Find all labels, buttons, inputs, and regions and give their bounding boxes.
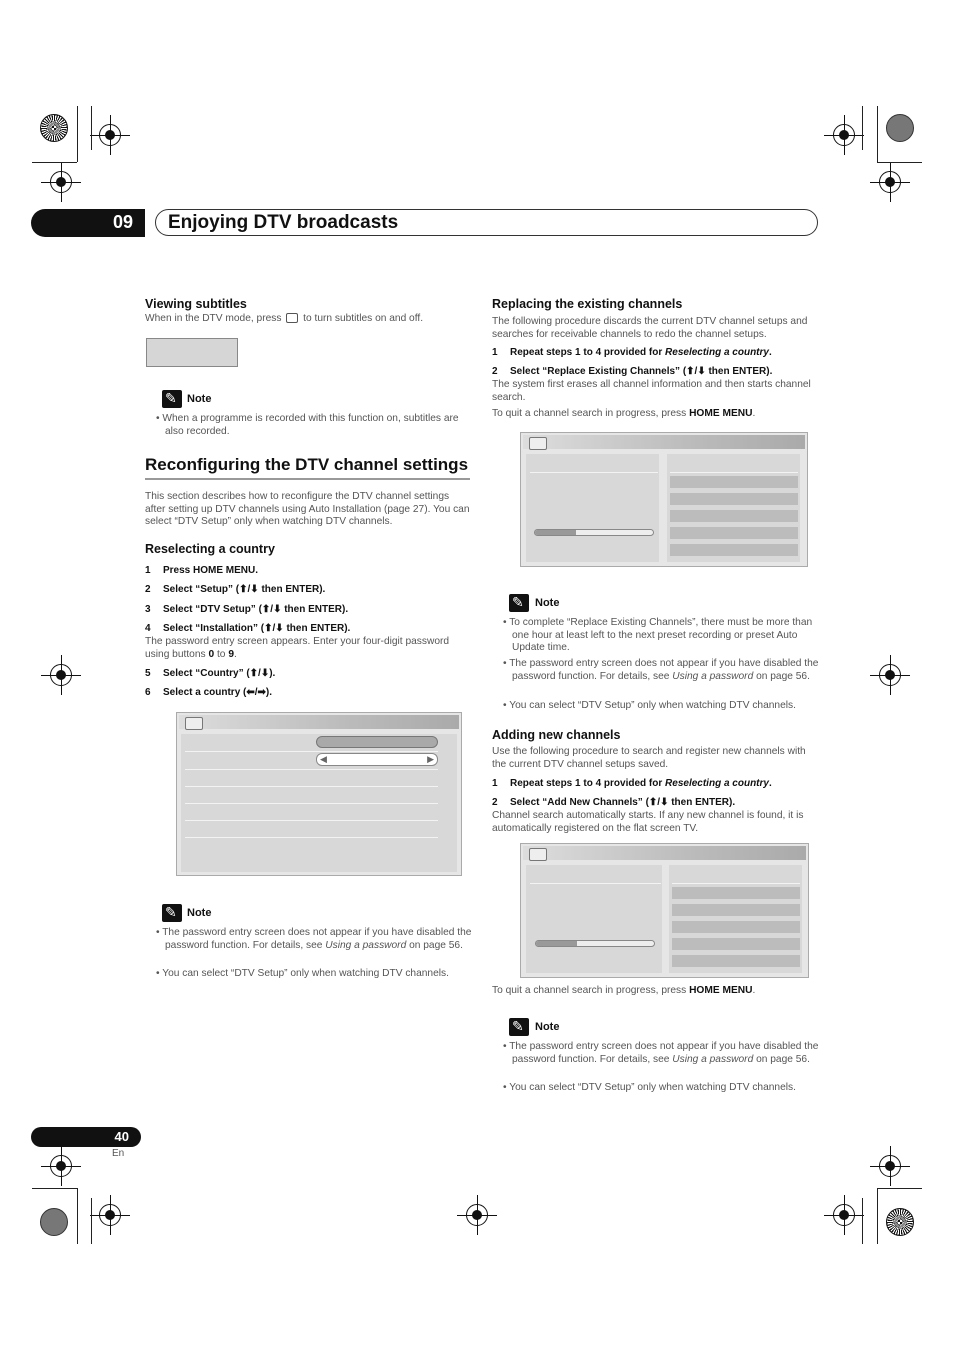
note-bullet: • You can select “DTV Setup” only when watching DTV channels.: [503, 700, 796, 711]
note-bullet: • When a programme is recorded with this function on, subtitles are also recorded.: [156, 413, 459, 437]
note-label: Note: [187, 907, 212, 919]
step-item: 4 Select “Installation” (⬆/⬇ then ENTER).: [145, 623, 351, 634]
country-setup-screen: [176, 712, 462, 876]
reconfigure-intro: This section describes how to reconfigure the DTV channel settings after setting up DTV channels using Auto Installation (page 27). You can select “DTV Setup” only when watching DTV channels.: [145, 491, 470, 527]
note-label: Note: [535, 597, 560, 609]
replace-quit-text: To quit a channel search in progress, press HOME MENU.: [492, 408, 756, 419]
step-item: 1 Repeat steps 1 to 4 provided for Reselecting a country.: [492, 778, 772, 789]
note-label: Note: [535, 1021, 560, 1033]
note-bullet: • The password entry screen does not appear if you have disabled the password function. For details, see Using a password on page 56.: [503, 658, 819, 682]
page-number: 40: [31, 1127, 141, 1147]
replace-description: The system first erases all channel information and then starts channel search.: [492, 379, 811, 403]
registration-star-icon: [40, 114, 68, 142]
registration-star-icon: [886, 1208, 914, 1236]
replace-channels-screen: [520, 432, 808, 567]
crosshair-icon: [879, 171, 901, 193]
chapter-title: Enjoying DTV broadcasts: [155, 209, 818, 236]
setup-menu-icon: [529, 848, 547, 861]
step-item: 2 Select “Add New Channels” (⬆/⬇ then ENTER).: [492, 797, 736, 808]
note-bullet: • You can select “DTV Setup” only when watching DTV channels.: [156, 968, 449, 979]
note-bullet: • To complete “Replace Existing Channels”, there must be more than one hour at least left to the next preset recording or preset Auto Update time.: [503, 617, 813, 653]
step-item: 1 Repeat steps 1 to 4 provided for Reselecting a country.: [492, 347, 772, 358]
viewing-subtitles-text: When in the DTV mode, press to turn subtitles on and off.: [145, 313, 424, 324]
step-item: 2 Select “Setup” (⬆/⬇ then ENTER).: [145, 584, 326, 595]
registration-disc-icon: [886, 114, 914, 142]
search-progress-bar: [534, 529, 654, 536]
search-progress-bar: [535, 940, 655, 947]
language-code: En: [112, 1148, 125, 1159]
note-pencil-icon: [162, 904, 182, 922]
registration-disc-icon: [40, 1208, 68, 1236]
crosshair-icon: [50, 171, 72, 193]
replace-intro: The following procedure discards the current DTV channel setups and searches for receivable channels to redo the channel setups.: [492, 316, 808, 340]
step4-description: The password entry screen appears. Enter your four-digit password using buttons 0 to 9.: [145, 636, 450, 660]
note-pencil-icon: [509, 594, 529, 612]
add-channels-screen: [520, 843, 809, 978]
step-item: 6 Select a country (⬅/➡).: [145, 687, 273, 698]
country-field: [316, 736, 438, 748]
country-selector: [316, 753, 438, 766]
step-item: 3 Select “DTV Setup” (⬆/⬇ then ENTER).: [145, 604, 349, 615]
note-bullet: • The password entry screen does not appear if you have disabled the password function. For details, see Using a password on page 56.: [156, 927, 472, 951]
crosshair-icon: [466, 1204, 488, 1226]
note-pencil-icon: [162, 390, 182, 408]
crosshair-icon: [50, 664, 72, 686]
step-item: 5 Select “Country” (⬆/⬇).: [145, 668, 276, 679]
adding-quit-text: To quit a channel search in progress, press HOME MENU.: [492, 985, 756, 996]
crosshair-icon: [879, 1155, 901, 1177]
step-item: 2 Select “Replace Existing Channels” (⬆/⬇ then ENTER).: [492, 366, 773, 377]
note-label: Note: [187, 393, 212, 405]
subtitle-screen-image: [146, 338, 238, 367]
crosshair-icon: [833, 1204, 855, 1226]
note-bullet: • You can select “DTV Setup” only when watching DTV channels.: [503, 1082, 796, 1093]
note-bullet: • The password entry screen does not appear if you have disabled the password function. For details, see Using a password on page 56.: [503, 1041, 819, 1065]
reconfigure-heading: Reconfiguring the DTV channel settings: [145, 455, 469, 474]
adding-intro: Use the following procedure to search and register new channels with the current DTV channel setups saved.: [492, 746, 806, 770]
viewing-subtitles-heading: Viewing subtitles: [145, 297, 247, 311]
reselect-country-heading: Reselecting a country: [145, 542, 275, 556]
subtitle-button-icon: [286, 313, 298, 323]
left-arrow-icon: ◀: [320, 754, 327, 764]
crosshair-icon: [99, 124, 121, 146]
step-item: 1 Press HOME MENU.: [145, 565, 259, 576]
adding-description: Channel search automatically starts. If any new channel is found, it is automatically registered on the flat screen TV.: [492, 810, 804, 834]
adding-channels-heading: Adding new channels: [492, 728, 621, 742]
crosshair-icon: [50, 1155, 72, 1177]
setup-menu-icon: [529, 437, 547, 450]
setup-menu-icon: [185, 717, 203, 730]
crosshair-icon: [833, 124, 855, 146]
crosshair-icon: [99, 1204, 121, 1226]
note-pencil-icon: [509, 1018, 529, 1036]
right-arrow-icon: ▶: [427, 754, 434, 764]
chapter-number: 09: [31, 209, 145, 237]
crosshair-icon: [879, 664, 901, 686]
replace-channels-heading: Replacing the existing channels: [492, 297, 683, 311]
